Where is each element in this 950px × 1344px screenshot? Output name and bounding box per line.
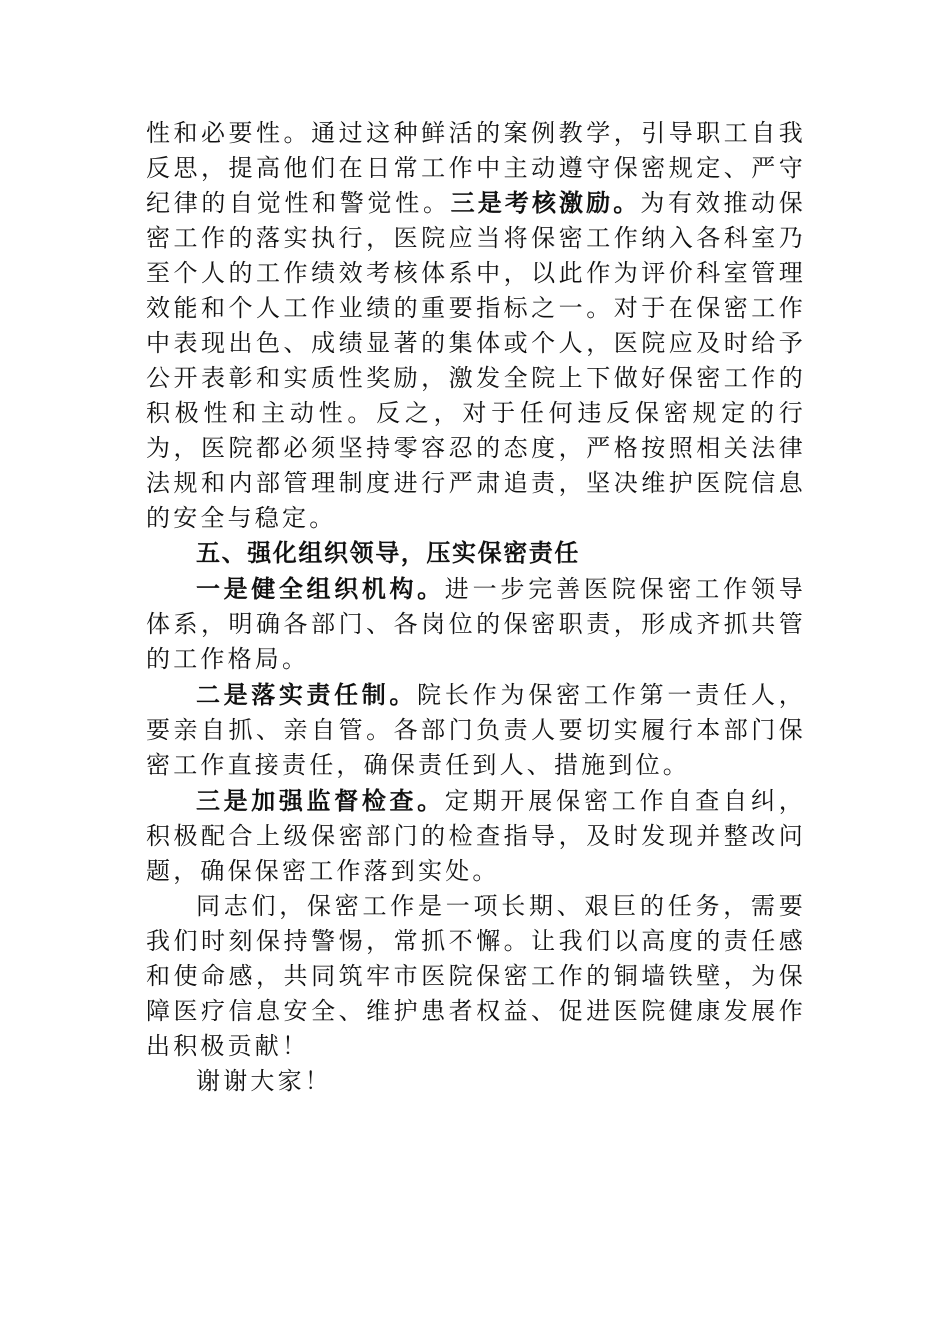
paragraph-text: 院长作为保密工作第一责任人，要亲自抓、亲自管。各部门负责人要切实履行本部门保密工作直接责任，确保责任到人、措施到位。: [146, 681, 806, 779]
paragraph-closing: 同志们，保密工作是一项长期、艰巨的任务，需要我们时刻保持警惕，常抓不懈。让我们以高度的责任感和使命感，共同筑牢市医院保密工作的铜墙铁壁，为保障医疗信息安全、维护患者权益、促进医院健康发展作出积极贡献！: [146, 892, 806, 1060]
paragraph-text: 为有效推动保密工作的落实执行，医院应当将保密工作纳入各科室乃至个人的工作绩效考核体系中，以此作为评价科室管理效能和个人工作业绩的重要指标之一。对于在保密工作中表现出色、成绩显著的集体或个人，医院应及时给予公开表彰和实质性奖励，激发全院上下做好保密工作的积极性和主动性。反之，对于任何违反保密规定的行为，医院都必须坚持零容忍的态度，严格按照相关法律法规和内部管理制度进行严肃追责，坚决维护医院信息的安全与稳定。: [146, 189, 807, 532]
paragraph-lead-assessment: 三是考核激励。: [450, 189, 641, 217]
paragraph-text: 定期开展保密工作自查自纠，积极配合上级保密部门的检查指导，及时发现并整改问题，确保保密工作落到实处。: [146, 787, 807, 885]
document-page: [146, 116, 806, 1099]
section-heading: 五、强化组织领导，压实保密责任: [196, 539, 580, 567]
paragraph-continued: [146, 116, 806, 536]
paragraph-text: 性和必要性。通过这种鲜活的案例教学，引导职工自我反思，提高他们在日常工作中主动遵守保密规定、严守纪律的自觉性和警觉性。: [146, 119, 806, 217]
paragraph-thanks: 谢谢大家！: [196, 1067, 332, 1095]
paragraph-lead: 一是健全组织机构。: [196, 574, 445, 603]
paragraph-item-2: [146, 677, 806, 783]
paragraph-item-3: [146, 783, 806, 889]
paragraph-item-1: [146, 571, 806, 677]
paragraph-text: 进一步完善医院保密工作领导体系，明确各部门、各岗位的保密职责，形成齐抓共管的工作格局。: [146, 575, 807, 673]
paragraph-lead: 三是加强监督检查。: [196, 786, 445, 815]
paragraph-lead: 二是落实责任制。: [196, 680, 418, 709]
